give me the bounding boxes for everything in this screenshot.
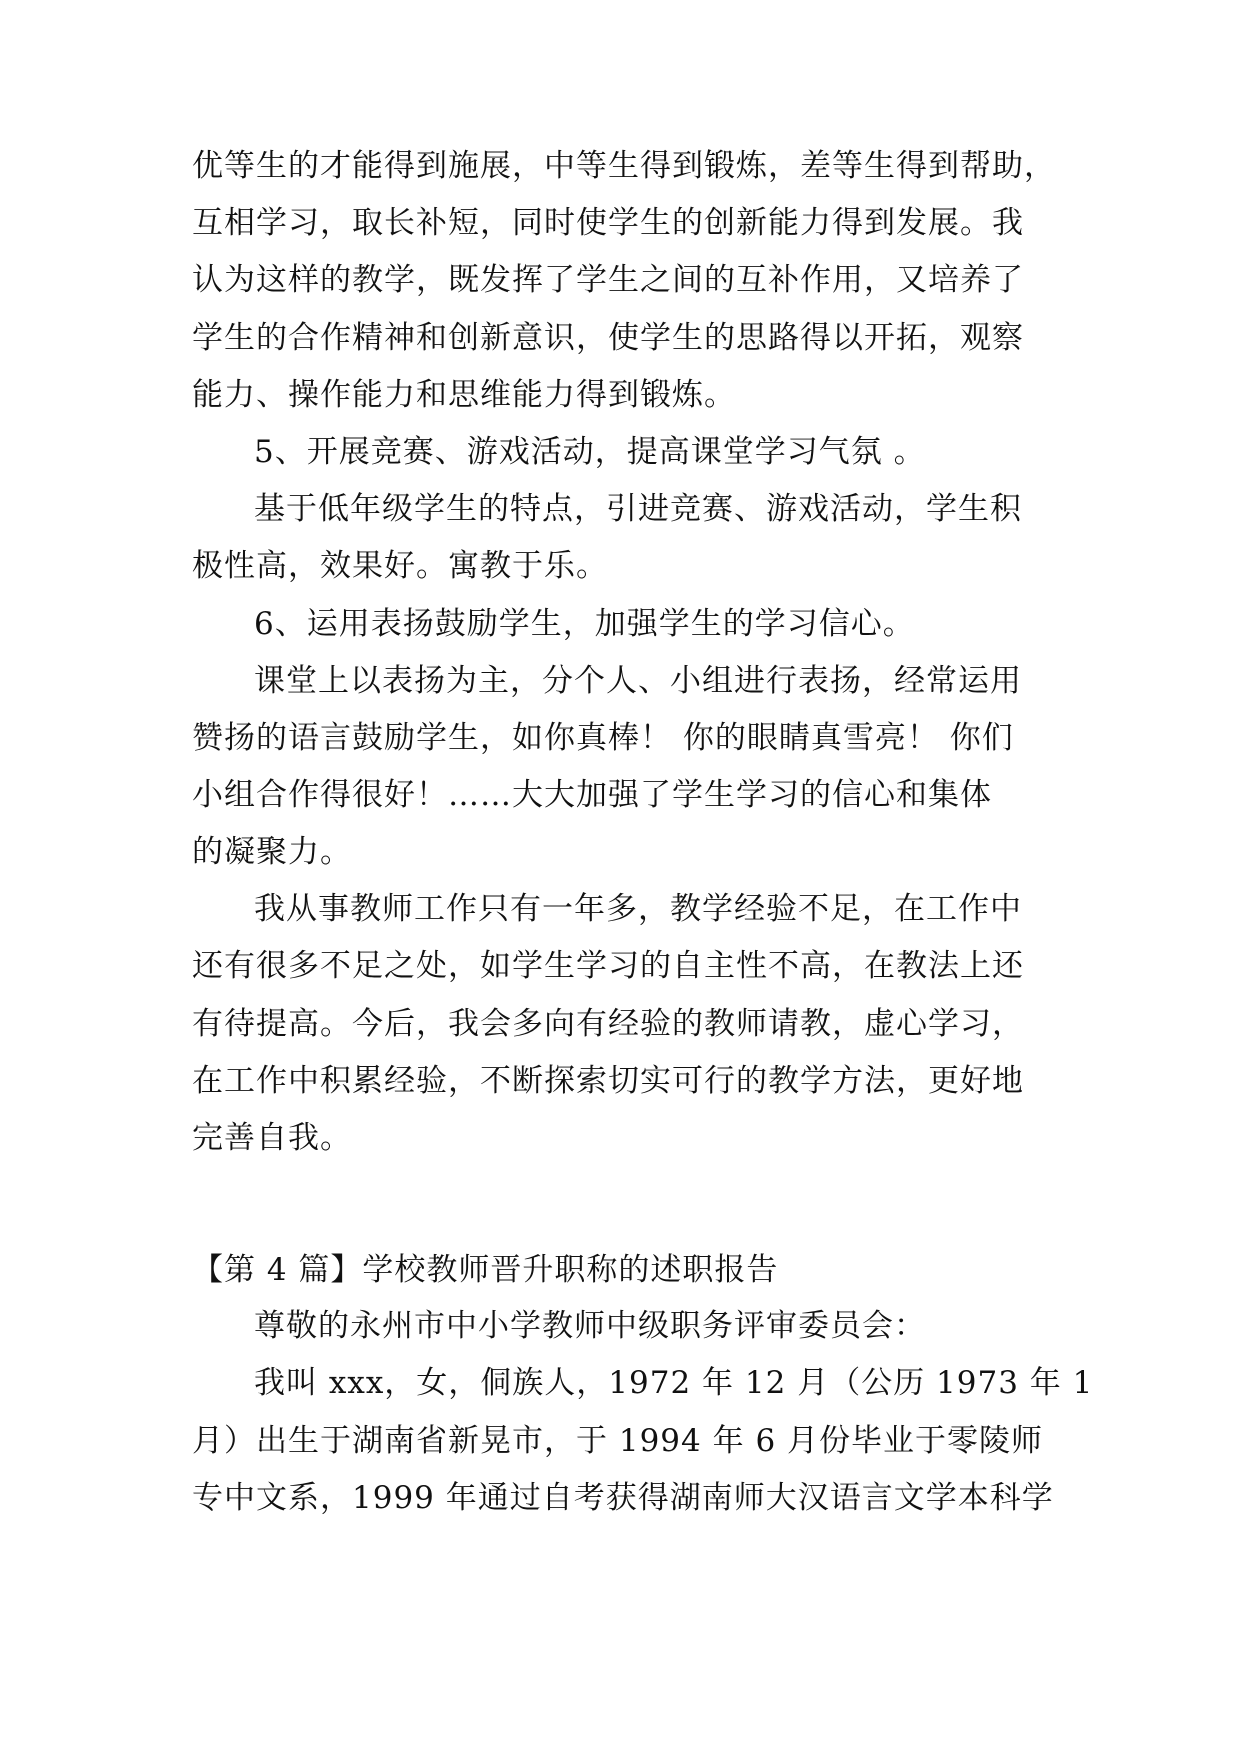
- section-heading-6: 6、运用表扬鼓励学生，加强学生的学习信心。: [254, 606, 915, 642]
- paragraph-line: 互相学习，取长补短，同时使学生的创新能力得到发展。我: [192, 205, 1024, 241]
- section-heading-5: 5、开展竞赛、游戏活动，提高课堂学习气氛 。: [254, 434, 926, 470]
- salutation: 尊敬的永州市中小学教师中级职务评审委员会：: [254, 1308, 926, 1344]
- paragraph-line: 我叫 xxx，女，侗族人，1972 年 12 月（公历 1973 年 1: [254, 1365, 1094, 1401]
- paragraph-line: 赞扬的语言鼓励学生，如你真棒！ 你的眼睛真雪亮！ 你们: [192, 720, 1014, 756]
- paragraph-line: 在工作中积累经验，不断探索切实可行的教学方法，更好地: [192, 1063, 1024, 1099]
- paragraph-line: 能力、操作能力和思维能力得到锻炼。: [192, 377, 736, 413]
- paragraph-line: 基于低年级学生的特点，引进竞赛、游戏活动，学生积: [254, 491, 1022, 527]
- paragraph-line: 认为这样的教学，既发挥了学生之间的互补作用，又培养了: [192, 262, 1024, 298]
- paragraph-line: 有待提高。今后，我会多向有经验的教师请教，虚心学习，: [192, 1006, 1024, 1042]
- paragraph-line: 课堂上以表扬为主，分个人、小组进行表扬，经常运用: [254, 663, 1022, 699]
- paragraph-line: 还有很多不足之处，如学生学习的自主性不高，在教法上还: [192, 948, 1024, 984]
- paragraph-line: 的凝聚力。: [192, 834, 352, 870]
- paragraph-line: 优等生的才能得到施展，中等生得到锻炼，差等生得到帮助，: [192, 148, 1056, 184]
- article-title: 【第 4 篇】学校教师晋升职称的述职报告: [192, 1252, 779, 1288]
- paragraph-line: 完善自我。: [192, 1120, 352, 1156]
- paragraph-line: 专中文系，1999 年通过自考获得湖南师大汉语言文学本科学: [192, 1480, 1054, 1516]
- paragraph-line: 我从事教师工作只有一年多，教学经验不足，在工作中: [254, 891, 1022, 927]
- paragraph-line: 极性高，效果好。寓教于乐。: [192, 548, 608, 584]
- paragraph-line: 月）出生于湖南省新晃市，于 1994 年 6 月份毕业于零陵师: [192, 1423, 1044, 1459]
- paragraph-line: 小组合作得很好！……大大加强了学生学习的信心和集体: [192, 777, 992, 813]
- paragraph-line: 学生的合作精神和创新意识，使学生的思路得以开拓，观察: [192, 320, 1024, 356]
